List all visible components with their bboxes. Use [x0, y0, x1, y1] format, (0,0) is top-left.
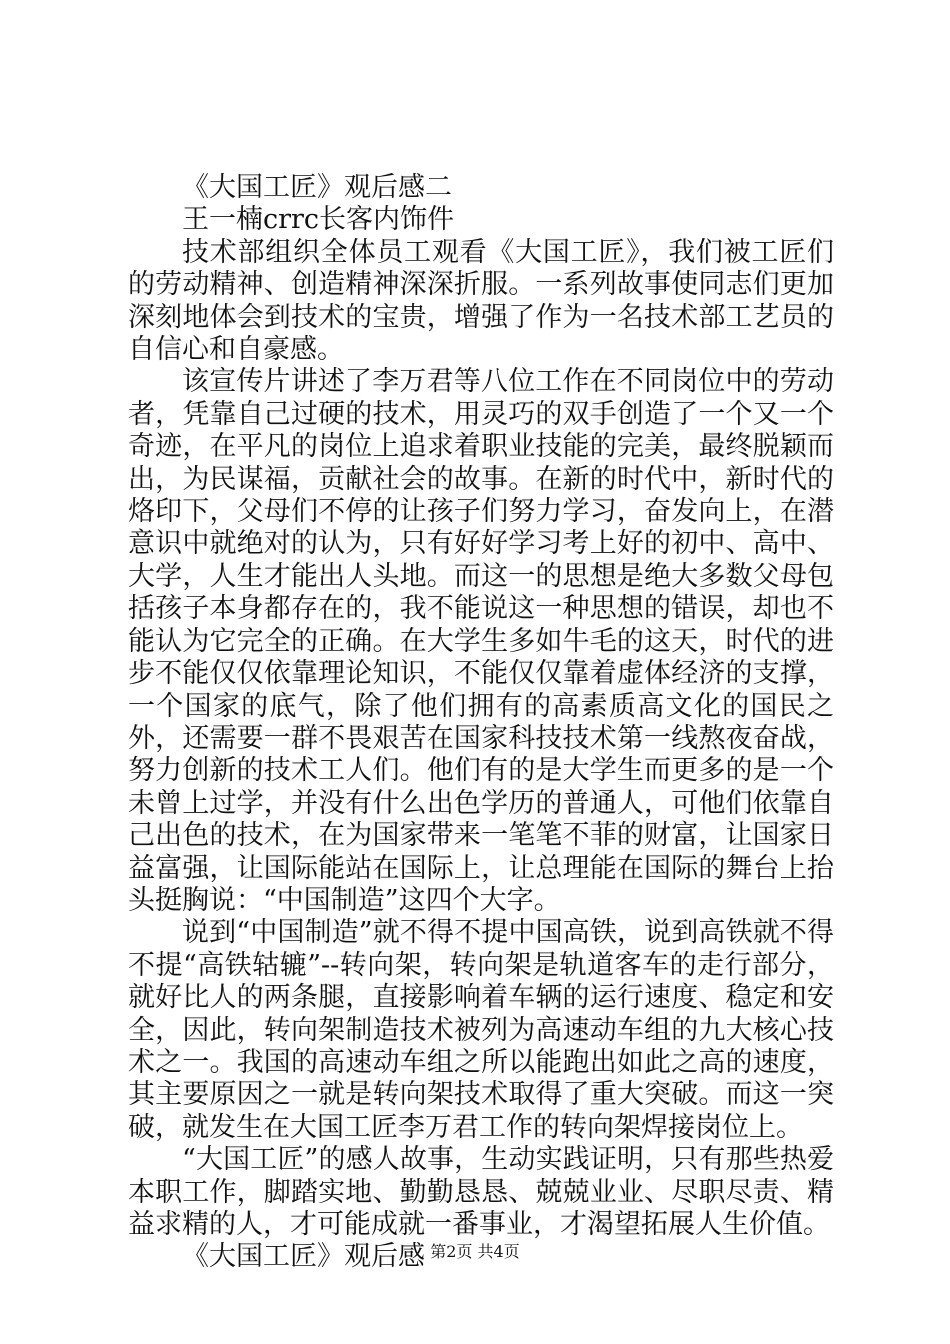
body-paragraph: 该宣传片讲述了李万君等八位工作在不同岗位中的劳动者，凭靠自己过硬的技术，用灵巧的双手创造了一个又一个奇迹，在平凡的岗位上追求着职业技能的完美，最终脱颖而出，为民谋福，贡献社会的故事。在新的时代中，新时代的烙印下，父母们不停的让孩子们努力学习，奋发向上，在潜意识中就绝对的认为，只有好好学习考上好的初中、高中、大学，人生才能出人头地。而这一的思想是绝大多数父母包括孩子本身都存在的，我不能说这一种思想的错误，却也不能认为它完全的正确。在大学生多如牛毛的这天，时代的进步不能仅仅依靠理论知识，不能仅仅靠着虚体经济的支撑，一个国家的底气，除了他们拥有的高素质高文化的国民之外，还需要一群不畏艰苦在国家科技技术第一线熬夜奋战，努力创新的技术工人们。他们有的是大学生而更多的是一个未曾上过学，并没有什么出色学历的普通人，可他们依靠自己出色的技术，在为国家带来一笔笔不菲的财富，让国家日益富强，让国际能站在国际上，让总理能在国际的舞台上抬头挺胸说：“中国制造”这四个大字。: [128, 366, 834, 916]
body-paragraph: “大国工匠”的感人故事，生动实践证明，只有那些热爱本职工作，脚踏实地、勤勤恳恳、兢兢业业、尽职尽责、精益求精的人，才可能成就一番事业，才渴望拓展人生价值。: [128, 1144, 834, 1240]
document-body: [128, 172, 834, 1274]
essay-title: 《大国工匠》观后感二: [182, 172, 452, 203]
page-number-footer: 第2页 共4页: [430, 1242, 520, 1261]
author-line: 王一楠crrc长客内饰件: [182, 204, 455, 236]
body-paragraph: 技术部组织全体员工观看《大国工匠》，我们被工匠们的劳动精神、创造精神深深折服。一系列故事使同志们更加深刻地体会到技术的宝贵，增强了作为一名技术部工艺员的自信心和自豪感。: [128, 236, 834, 366]
next-section-title: 《大国工匠》观后感: [182, 1241, 425, 1273]
body-paragraph: 说到“中国制造”就不得不提中国高铁，说到高铁就不得不提“高铁轱辘”--转向架，转向架是轨道客车的走行部分，就好比人的两条腿，直接影响着车辆的运行速度、稳定和安全，因此，转向架制造技术被列为高速动车组的九大核心技术之一。我国的高速动车组之所以能跑出如此之高的速度，其主要原因之一就是转向架技术取得了重大突破。而这一突破，就发生在大国工匠李万君工作的转向架焊接岗位上。: [128, 917, 834, 1143]
